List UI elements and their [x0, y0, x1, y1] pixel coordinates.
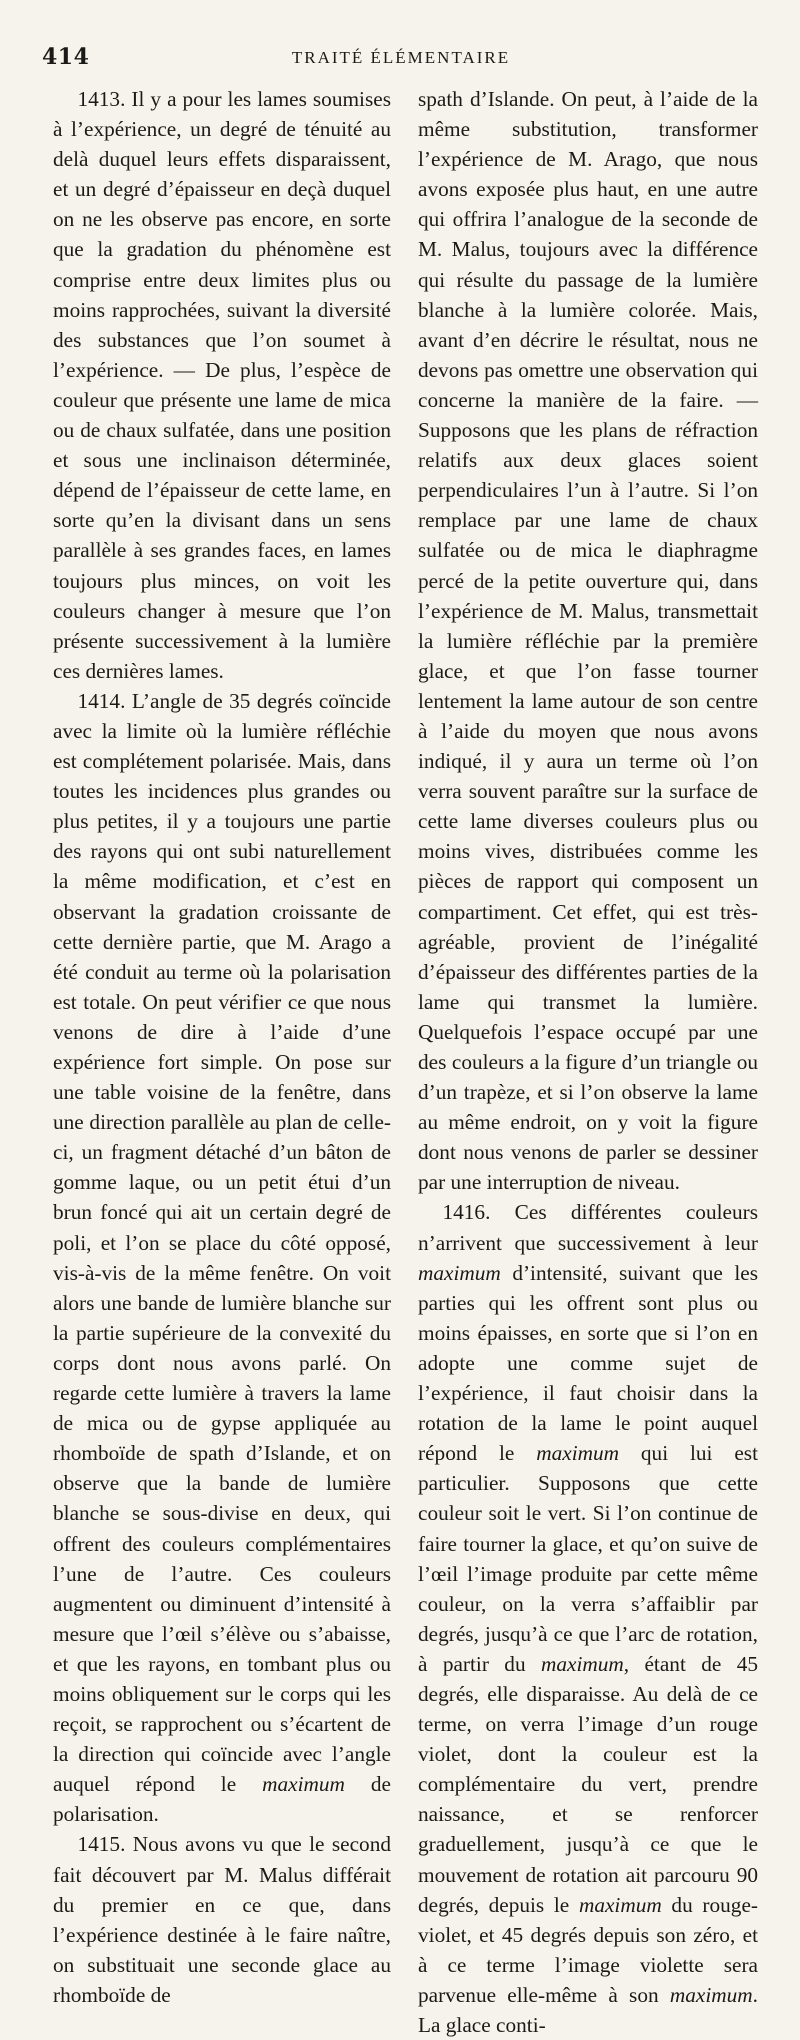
paragraph-1416	[418, 1197, 758, 2040]
italic-term: maximum	[262, 1772, 345, 1797]
italic-term: maximum	[578, 1892, 662, 1917]
paragraph-number: 1414.	[77, 688, 126, 713]
paragraph-text-end: de polarisation.	[53, 1772, 391, 1827]
paragraph-text: L’angle de 35 degrés coïncide avec la limite où la lumière réfléchie est complétement polarisée. Mais, dans toutes les incidences plus grandes ou plus petites, il y a toujours une partie des rayons qui ont subi naturellement la même modification, et c’est en observant la gradation croissante de cette dernière partie, que M. Arago a été conduit au terme où la polarisation est totale. On peut vérifier ce que nous venons de dire à l’aide d’une expérience fort simple. On pose sur une table voisine de la fenêtre, dans une direction parallèle au plan de celle-ci, un fragment détaché d’un bâton de gomme laque, ou un petit étui d’un brun foncé qui ait un certain degré de poli, et l’on se place du côté opposé, vis-à-vis de la même fenêtre. On voit alors une bande de lumière blanche sur la partie supérieure de la convexité du corps dont nous avons parlé. On regarde cette lumière à travers la lame de mica ou de gypse appliquée au rhomboïde de spath d’Islande, et on observe que la bande de lumière blanche se sous-divise en deux, qui offrent des couleurs complémentaires l’une de l’autre. Ces couleurs augmentent ou diminuent d’intensité à mesure que l’œil s’élève ou s’abaisse, et que les rayons, en tombant plus ou moins obliquement sur le corps qui les reçoit, se rapprochent ou s’écartent de la direction qui coïncide avec l’angle auquel répond le	[53, 688, 391, 1797]
italic-term: maximum	[540, 1651, 624, 1676]
running-title: TRAITÉ ÉLÉMENTAIRE	[291, 48, 511, 67]
paragraph-1413	[53, 84, 391, 686]
paragraph-text: qui lui est particulier. Supposons que cette couleur soit le vert. Si l’on continue de faire tourner la glace, et qu’on suive de l’œil l’image produite par cette même couleur, on la verra s’affaiblir par degrés, jusqu’à ce que l’arc de rotation, à partir du	[418, 1441, 758, 1676]
paragraph-continued	[418, 84, 758, 1197]
paragraph-1414	[53, 686, 391, 1830]
paragraph-text: Il y a pour les lames soumises à l’expérience, un degré de ténuité au delà duquel leurs effets disparaissent, et un degré d’épaisseur en deçà duquel on ne les observe pas encore, en sorte que la gradation du phénomène est comprise entre deux limites plus ou moins rapprochées, suivant la diversité des substances que l’on soumet à l’expérience. — De plus, l’espèce de couleur que présente une lame de mica ou de chaux sulfatée, dans une position et sous une inclinaison déterminée, dépend de l’épaisseur de cette lame, en sorte qu’en la divisant dans un sens parallèle à ses grandes faces, en lames toujours plus minces, on voit les couleurs changer à mesure que l’on présente successivement à la lumière ces dernières lames.	[53, 87, 391, 683]
italic-term: maximum	[536, 1441, 620, 1466]
paragraph-number: 1413.	[77, 87, 126, 111]
italic-term: maximum	[418, 1260, 501, 1285]
paragraph-text: du rouge-violet, et 45 degrés depuis son zéro, et à ce terme l’image violette sera parvenue elle-même à son	[418, 1892, 758, 2007]
right-column	[418, 84, 758, 2040]
paragraph-text: spath d’Islande. On peut, à l’aide de la même substitution, transformer l’expérience de M. Arago, que nous avons exposée plus haut, en une autre qui offrira l’analogue de la seconde de M. Malus, toujours avec la différence qui résulte du passage de la lumière blanche à la lumière colorée. Mais, avant d’en décrire le résultat, nous ne devons pas omettre une observation qui concerne la manière de la faire. — Supposons que les plans de réfraction relatifs aux deux glaces soient perpendiculaires l’un à l’autre. Si l’on remplace par une lame de chaux sulfatée ou de mica le diaphragme percé de la petite ouverture qui, dans l’expérience de M. Malus, transmettait la lumière réfléchie par la première glace, et que l’on fasse tourner lentement la lame autour de son centre à l’aide du moyen que nous avons indiqué, il y aura un terme où l’on verra souvent paraître sur la surface de cette lame diverses couleurs plus ou moins vives, distribuées comme les pièces de rapport qui composent un compartiment. Cet effet, qui est très-agréable, provient de l’inégalité d’épaisseur des différentes parties de la lame qui transmet la lumière. Quelquefois l’espace occupé par une des couleurs a la figure d’un triangle ou d’un trapèze, et si l’on observe la lame au même endroit, on y voit la figure dont nous venons de parler se dessiner par une interruption de niveau.	[418, 87, 758, 1195]
paragraph-text: Ces différentes couleurs n’arrivent que successivement à leur	[418, 1200, 758, 1255]
left-column	[53, 84, 391, 2010]
paragraph-1415	[53, 1829, 391, 2010]
paragraph-number: 1416.	[442, 1200, 491, 1225]
paragraph-text: , étant de 45 degrés, elle disparaisse. Au delà de ce terme, on verra l’image d’un rouge violet, dont la couleur est la complémentaire du vert, prendre naissance, et se renforcer graduellement, jusqu’à ce que le mouvement de rotation ait parcouru 90 degrés, depuis le	[418, 1651, 758, 1917]
page-number: 414	[42, 44, 90, 70]
paragraph-number: 1415.	[77, 1832, 126, 1857]
paragraph-text: d’intensité, suivant que les parties qui les offrent sont plus ou moins épaisses, en sorte que si l’on en adopte une comme sujet de l’expérience, il faut choisir dans la rotation de la lame le point auquel répond le	[418, 1260, 758, 1466]
italic-term: maximum	[669, 1982, 753, 2007]
paragraph-text: . La glace conti-	[418, 1982, 758, 2037]
page-header	[42, 44, 760, 74]
paragraph-text: Nous avons vu que le second fait découvert par M. Malus différait du premier en ce que, dans l’expérience destinée à le faire naître, on substituait une seconde glace au rhomboïde de	[53, 1832, 391, 2007]
